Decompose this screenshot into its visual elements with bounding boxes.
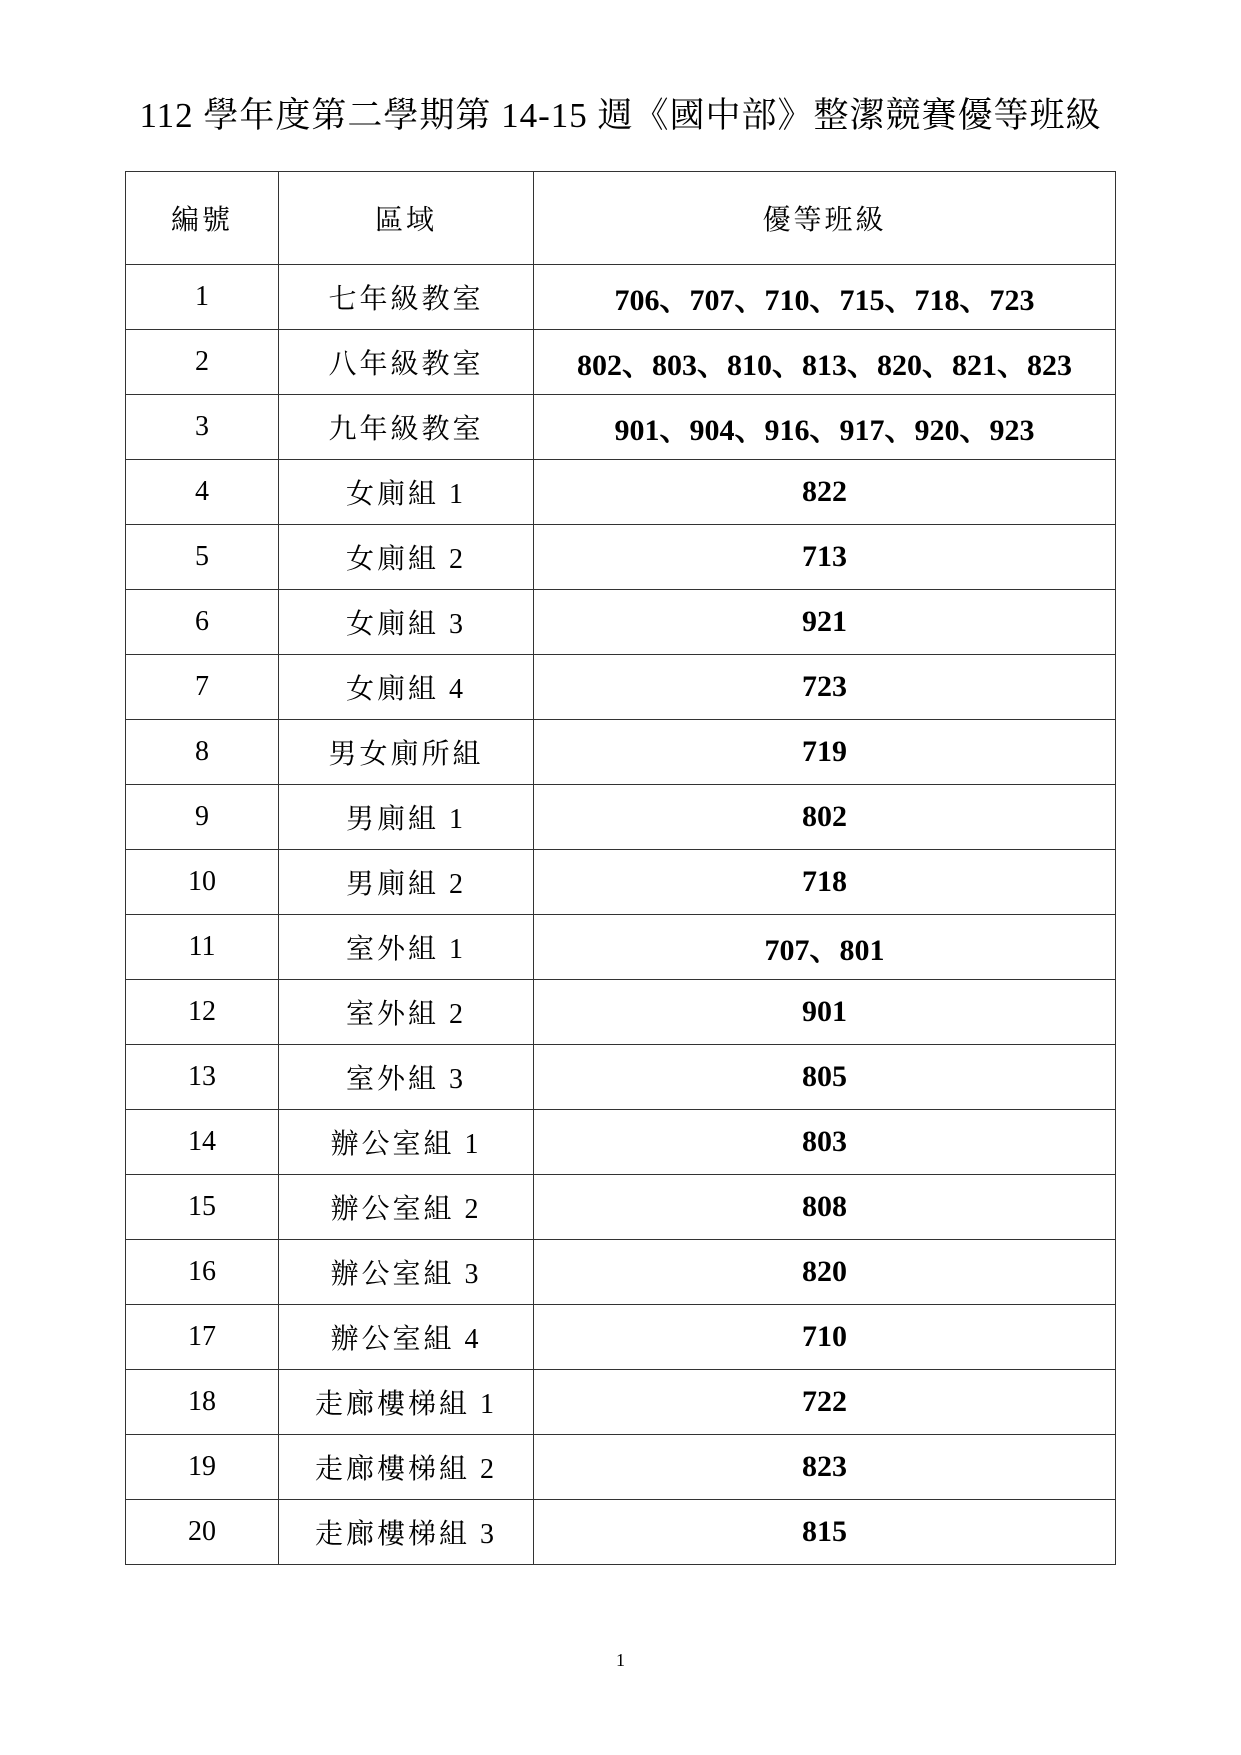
table-row [126, 915, 1116, 980]
row-classes-cell: 706、707、710、715、718、723 [534, 265, 1116, 330]
row-area-cell: 辦公室組 4 [279, 1305, 534, 1370]
header-area: 區域 [279, 172, 534, 265]
row-number-cell: 20 [126, 1500, 279, 1565]
row-classes-cell: 921 [534, 590, 1116, 655]
row-classes-cell: 901 [534, 980, 1116, 1045]
row-classes-cell: 822 [534, 460, 1116, 525]
row-area-cell: 室外組 1 [279, 915, 534, 980]
row-classes-cell: 901、904、916、917、920、923 [534, 395, 1116, 460]
table-row [126, 525, 1116, 590]
table-row [126, 590, 1116, 655]
row-number-cell: 4 [126, 460, 279, 525]
table-row [126, 785, 1116, 850]
row-area-cell: 室外組 3 [279, 1045, 534, 1110]
row-classes-cell: 707、801 [534, 915, 1116, 980]
table-row [126, 980, 1116, 1045]
page-number: 1 [616, 1650, 625, 1670]
row-classes-cell: 710 [534, 1305, 1116, 1370]
row-number-cell: 14 [126, 1110, 279, 1175]
award-table [125, 171, 1116, 1565]
table-row [126, 1305, 1116, 1370]
table-row [126, 395, 1116, 460]
row-area-cell: 九年級教室 [279, 395, 534, 460]
row-area-cell: 男廁組 1 [279, 785, 534, 850]
row-area-cell: 室外組 2 [279, 980, 534, 1045]
table-row [126, 1110, 1116, 1175]
row-area-cell: 辦公室組 2 [279, 1175, 534, 1240]
table-row [126, 1240, 1116, 1305]
row-classes-cell: 722 [534, 1370, 1116, 1435]
row-classes-cell: 718 [534, 850, 1116, 915]
row-number-cell: 11 [126, 915, 279, 980]
row-number-cell: 19 [126, 1435, 279, 1500]
row-number-cell: 2 [126, 330, 279, 395]
table-row [126, 460, 1116, 525]
row-number-cell: 3 [126, 395, 279, 460]
row-area-cell: 女廁組 1 [279, 460, 534, 525]
row-number-cell: 8 [126, 720, 279, 785]
row-number-cell: 18 [126, 1370, 279, 1435]
table-row [126, 330, 1116, 395]
row-area-cell: 男廁組 2 [279, 850, 534, 915]
row-classes-cell: 723 [534, 655, 1116, 720]
row-number-cell: 10 [126, 850, 279, 915]
header-number: 編號 [126, 172, 279, 265]
row-number-cell: 13 [126, 1045, 279, 1110]
row-classes-cell: 805 [534, 1045, 1116, 1110]
row-classes-cell: 808 [534, 1175, 1116, 1240]
table-row [126, 1435, 1116, 1500]
row-area-cell: 辦公室組 3 [279, 1240, 534, 1305]
row-number-cell: 17 [126, 1305, 279, 1370]
row-number-cell: 9 [126, 785, 279, 850]
row-area-cell: 辦公室組 1 [279, 1110, 534, 1175]
row-classes-cell: 803 [534, 1110, 1116, 1175]
row-number-cell: 5 [126, 525, 279, 590]
table-body [126, 265, 1116, 1565]
row-area-cell: 走廊樓梯組 1 [279, 1370, 534, 1435]
row-classes-cell: 802 [534, 785, 1116, 850]
row-area-cell: 男女廁所組 [279, 720, 534, 785]
row-area-cell: 女廁組 2 [279, 525, 534, 590]
row-number-cell: 16 [126, 1240, 279, 1305]
row-number-cell: 1 [126, 265, 279, 330]
row-area-cell: 八年級教室 [279, 330, 534, 395]
table-row [126, 265, 1116, 330]
row-classes-cell: 713 [534, 525, 1116, 590]
row-area-cell: 女廁組 4 [279, 655, 534, 720]
table-row [126, 850, 1116, 915]
table-row [126, 1045, 1116, 1110]
table-row [126, 1370, 1116, 1435]
table-row [126, 720, 1116, 785]
row-classes-cell: 719 [534, 720, 1116, 785]
row-classes-cell: 815 [534, 1500, 1116, 1565]
row-number-cell: 12 [126, 980, 279, 1045]
award-table-container [125, 171, 1115, 1565]
row-classes-cell: 802、803、810、813、820、821、823 [534, 330, 1116, 395]
row-classes-cell: 820 [534, 1240, 1116, 1305]
row-area-cell: 走廊樓梯組 2 [279, 1435, 534, 1500]
row-area-cell: 女廁組 3 [279, 590, 534, 655]
row-area-cell: 走廊樓梯組 3 [279, 1500, 534, 1565]
table-row [126, 1175, 1116, 1240]
row-classes-cell: 823 [534, 1435, 1116, 1500]
document-title: 112 學年度第二學期第 14-15 週《國中部》整潔競賽優等班級 [139, 96, 1102, 135]
row-number-cell: 15 [126, 1175, 279, 1240]
header-classes: 優等班級 [534, 172, 1116, 265]
row-number-cell: 6 [126, 590, 279, 655]
row-area-cell: 七年級教室 [279, 265, 534, 330]
table-row [126, 1500, 1116, 1565]
row-number-cell: 7 [126, 655, 279, 720]
table-row [126, 655, 1116, 720]
table-header-row [126, 172, 1116, 265]
